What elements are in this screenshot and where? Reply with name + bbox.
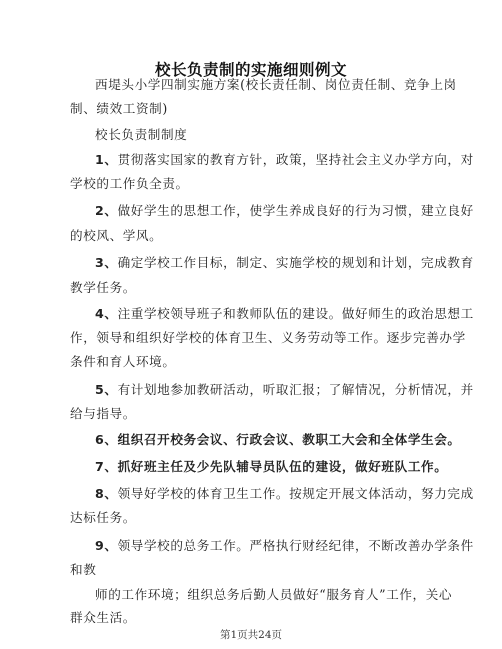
continuation-line-1: 师的工作环境；组织总务后勤人员做好“服务育人”工作，关心 [95, 587, 453, 602]
list-item [95, 150, 474, 170]
intro-line-1: 西堤头小学四制实施方案(校长责任制、岗位责任制、竞争上岗 [95, 77, 457, 92]
item-text-cont: 的校风、学风。 [70, 228, 163, 243]
item-text-cont: 给与指导。 [70, 406, 136, 421]
list-item [95, 536, 474, 556]
item-text-cont: 学校的工作负全责。 [70, 176, 189, 191]
intro-line-2: 制、绩效工资制) [70, 101, 168, 116]
continuation-line-2: 群众生活。 [70, 610, 136, 625]
page-number: 第1页共24页 [219, 629, 283, 641]
item-number: 8、 [95, 486, 118, 501]
list-item [95, 484, 474, 504]
item-text-cont: 和教 [70, 562, 97, 577]
section-heading: 校长负责制制度 [95, 127, 188, 142]
list-item [95, 253, 474, 273]
item-number: 5、 [95, 382, 118, 397]
item-text-cont: 教学任务。 [70, 280, 136, 295]
item-text: 确定学校工作目标，制定、实施学校的规划和计划，完成教育 [117, 255, 474, 270]
list-item [95, 304, 474, 324]
list-item [95, 201, 474, 221]
document-title: 校长负责制的实施细则例文 [154, 61, 347, 79]
item-number: 1、 [95, 152, 118, 167]
item-text: 做好学生的思想工作，使学生养成良好的行为习惯，建立良好 [117, 203, 474, 218]
item-text: 领导学校的总务工作。严格执行财经纪律，不断改善办学条件 [117, 538, 474, 553]
item-text-cont: 作，领导和组织好学校的体育卫生、义务劳动等工作。逐步完善办学 [70, 330, 466, 345]
item-text: 有计划地参加教研活动，听取汇报；了解情况，分析情况，并 [117, 382, 474, 397]
list-item [95, 430, 461, 450]
item-number: 3、 [95, 255, 118, 270]
item-number: 2、 [95, 203, 118, 218]
item-number: 7、 [95, 459, 118, 474]
item-number: 9、 [95, 538, 118, 553]
item-number: 6、 [95, 432, 118, 447]
item-text: 贯彻落实国家的教育方针，政策，坚持社会主义办学方向，对 [117, 152, 474, 167]
list-item [95, 380, 474, 400]
item-text-cont: 达标任务。 [70, 510, 136, 525]
item-text: 抓好班主任及少先队辅导员队伍的建设，做好班队工作。 [117, 459, 448, 474]
item-text-cont: 条件和育人环境。 [70, 354, 176, 369]
item-text: 领导好学校的体育卫生工作。按规定开展文体活动，努力完成 [117, 486, 474, 501]
item-text: 注重学校领导班子和教师队伍的建设。做好师生的政治思想工 [117, 306, 474, 321]
item-number: 4、 [95, 306, 118, 321]
list-item [95, 457, 447, 477]
item-text: 组织召开校务会议、行政会议、教职工大会和全体学生会。 [117, 432, 461, 447]
